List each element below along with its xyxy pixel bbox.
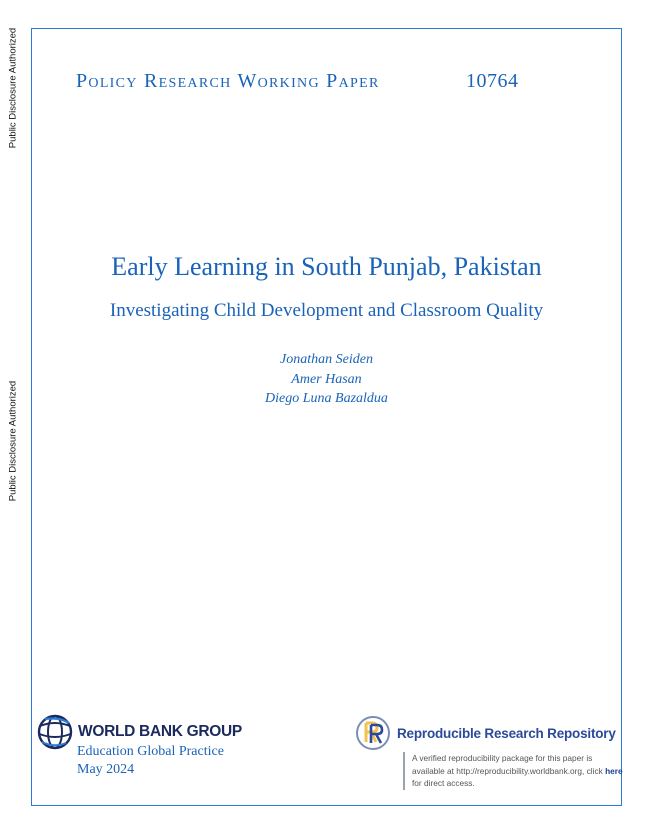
series-title: Policy Research Working Paper [76,70,380,92]
paper-subtitle: Investigating Child Development and Classroom Quality [109,300,544,321]
note-text-end: for direct access. [412,778,475,788]
author-name: Jonathan Seiden [280,352,373,367]
author-name: Amer Hasan [291,371,362,387]
world-bank-group-name: WORLD BANK GROUP [78,723,242,740]
global-practice: Education Global Practice [77,744,224,759]
rrr-name: Reproducible Research Repository [397,725,616,741]
globe-icon [36,713,74,751]
cover-frame [31,28,622,806]
paper-title: Early Learning in South Punjab, Pakistan [111,252,542,281]
rr-logo-icon [355,715,391,751]
author-list [0,350,653,409]
publication-date: May 2024 [77,762,135,777]
rrr-logo [355,715,616,751]
reproducibility-note [403,752,627,790]
disclosure-text-middle: Public Disclosure Authorized [7,380,19,502]
note-text: A verified reproducibility package for this paper is available at http://reproducibility.worldbank.org, click [412,753,606,776]
author-name: Diego Luna Bazaldua [265,391,388,406]
disclosure-text-top: Public Disclosure Authorized [7,27,19,149]
paper-number: 10764 [466,70,519,92]
here-link[interactable]: here [605,765,623,776]
